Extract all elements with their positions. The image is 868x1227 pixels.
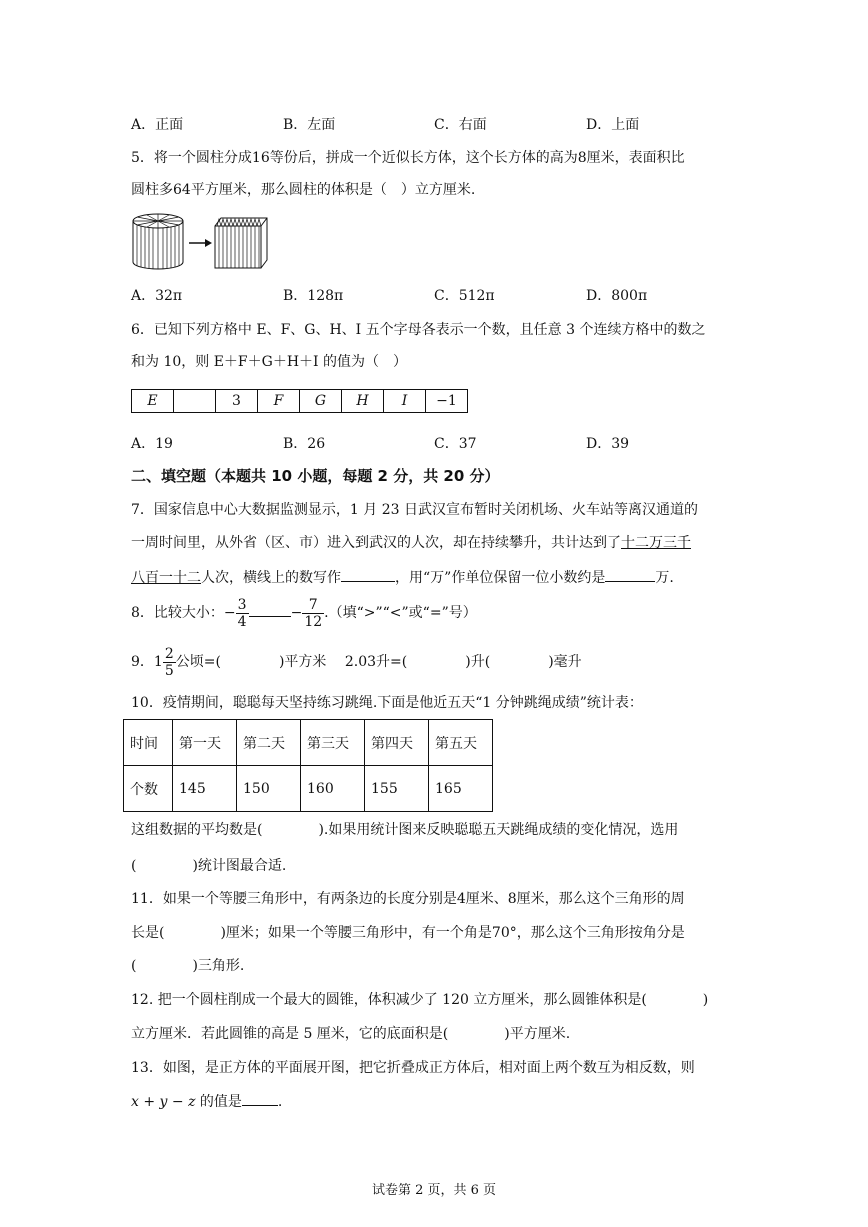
grid-cell: F — [258, 390, 300, 413]
q10-after-line2: ( )统计图最合适. — [131, 858, 287, 874]
answer-blank — [341, 567, 395, 582]
table-cell: 150 — [237, 766, 301, 812]
q6-option-a: A．19 — [131, 436, 173, 452]
table-row — [124, 766, 493, 812]
cylinder-to-cuboid-figure — [131, 212, 271, 274]
table-cell: 个数 — [124, 766, 173, 812]
grid-cell: 3 — [216, 390, 258, 413]
table-header-cell: 第三天 — [301, 720, 365, 766]
grid-cell: −1 — [426, 390, 468, 413]
q4-option-d: D．上面 — [586, 117, 640, 133]
q4-option-a: A．正面 — [131, 117, 184, 133]
q5-option-c: C．512π — [434, 288, 495, 304]
table-cell: 145 — [173, 766, 237, 812]
table-header-cell: 第二天 — [237, 720, 301, 766]
answer-blank — [605, 567, 655, 582]
q7-text-line3: 八百一十二人次，横线上的数写作 ，用“万”作单位保留一位小数约是 万. — [131, 567, 674, 588]
q5-option-d: D．800π — [586, 288, 648, 304]
q7-text-line2: 一周时间里，从外省（区、市）进入到武汉的人次，却在持续攀升，共计达到了十二万三千 — [131, 535, 691, 551]
table-cell: 160 — [301, 766, 365, 812]
q10-after-line1: 这组数据的平均数是( ).如果用统计图来反映聪聪五天跳绳成绩的变化情况，选用 — [131, 822, 679, 838]
q6-option-c: C．37 — [434, 436, 477, 452]
q4-option-c: C．右面 — [434, 117, 487, 133]
q7-text-line1: 7．国家信息中心大数据监测显示，1 月 23 日武汉宣布暂时关闭机场、火车站等离汉通道的 — [131, 502, 698, 518]
q5-option-b: B．128π — [283, 288, 344, 304]
q10-intro: 10．疫情期间，聪聪每天坚持练习跳绳.下面是他近五天“1 分钟跳绳成绩”统计表： — [131, 695, 643, 711]
table-header-cell: 时间 — [124, 720, 173, 766]
grid-cell: I — [384, 390, 426, 413]
q12-text-line2: 立方厘米．若此圆锥的高是 5 厘米，它的底面积是( )平方厘米. — [131, 1026, 571, 1042]
table-header-cell: 第四天 — [365, 720, 429, 766]
q11-text-line3: ( )三角形. — [131, 958, 245, 974]
q6-text-line2: 和为 10，则 E＋F＋G＋H＋I 的值为（ ） — [131, 354, 408, 370]
q8-text: 8．比较大小：− $\frac{3}{4}$ − $\frac{7}{12}$ .（填“>”“<”或“=”号） — [131, 596, 477, 630]
grid-cell: H — [342, 390, 384, 413]
grid-cell: E — [132, 390, 174, 413]
q6-number-grid — [131, 389, 468, 413]
q13-text-line1: 13．如图，是正方体的平面展开图，把它折叠成正方体后，相对面上两个数互为相反数，则 — [131, 1060, 695, 1076]
q11-text-line2: 长是( )厘米；如果一个等腰三角形中，有一个角是70°，那么这个三角形按角分是 — [131, 925, 685, 941]
grid-cell: G — [300, 390, 342, 413]
q5-text-line1: 5．将一个圆柱分成16等份后，拼成一个近似长方体，这个长方体的高为8厘米，表面积比 — [131, 150, 685, 166]
q6-option-d: D．39 — [586, 436, 630, 452]
q10-stats-table — [123, 719, 493, 812]
table-cell: 165 — [429, 766, 493, 812]
q6-text-line1: 6．已知下列方格中 E、F、G、H、I 五个字母各表示一个数，且任意 3 个连续方格中的数之 — [131, 322, 706, 338]
q4-option-b: B．左面 — [283, 117, 336, 133]
section-title: 二、填空题（本题共 10 小题，每题 2 分，共 20 分） — [131, 467, 500, 485]
q5-text-line2: 圆柱多64平方厘米，那么圆柱的体积是（ ）立方厘米. — [131, 182, 476, 198]
page-footer: 试卷第 2 页，共 6 页 — [371, 1183, 497, 1198]
table-header-cell: 第一天 — [173, 720, 237, 766]
answer-blank — [249, 602, 291, 617]
q11-text-line1: 11．如果一个等腰三角形中，有两条边的长度分别是4厘米、8厘米，那么这个三角形的周 — [131, 891, 685, 907]
table-cell: 155 — [365, 766, 429, 812]
table-header-row — [124, 720, 493, 766]
q9-text: 9．1 $\frac{2}{5}$ 公顷=( )平方米 2.03升=( )升( )毫升 — [131, 645, 582, 679]
q12-text-line1: 12. 把一个圆柱削成一个最大的圆锥，体积减少了 120 立方厘米，那么圆锥体积是( ) — [131, 992, 709, 1008]
q6-option-b: B．26 — [283, 436, 326, 452]
grid-cell — [174, 390, 216, 413]
q5-option-a: A．32π — [131, 288, 183, 304]
table-header-cell: 第五天 — [429, 720, 493, 766]
answer-blank — [242, 1091, 278, 1106]
q13-text-line2: x + y − z 的值是 . — [131, 1091, 282, 1112]
